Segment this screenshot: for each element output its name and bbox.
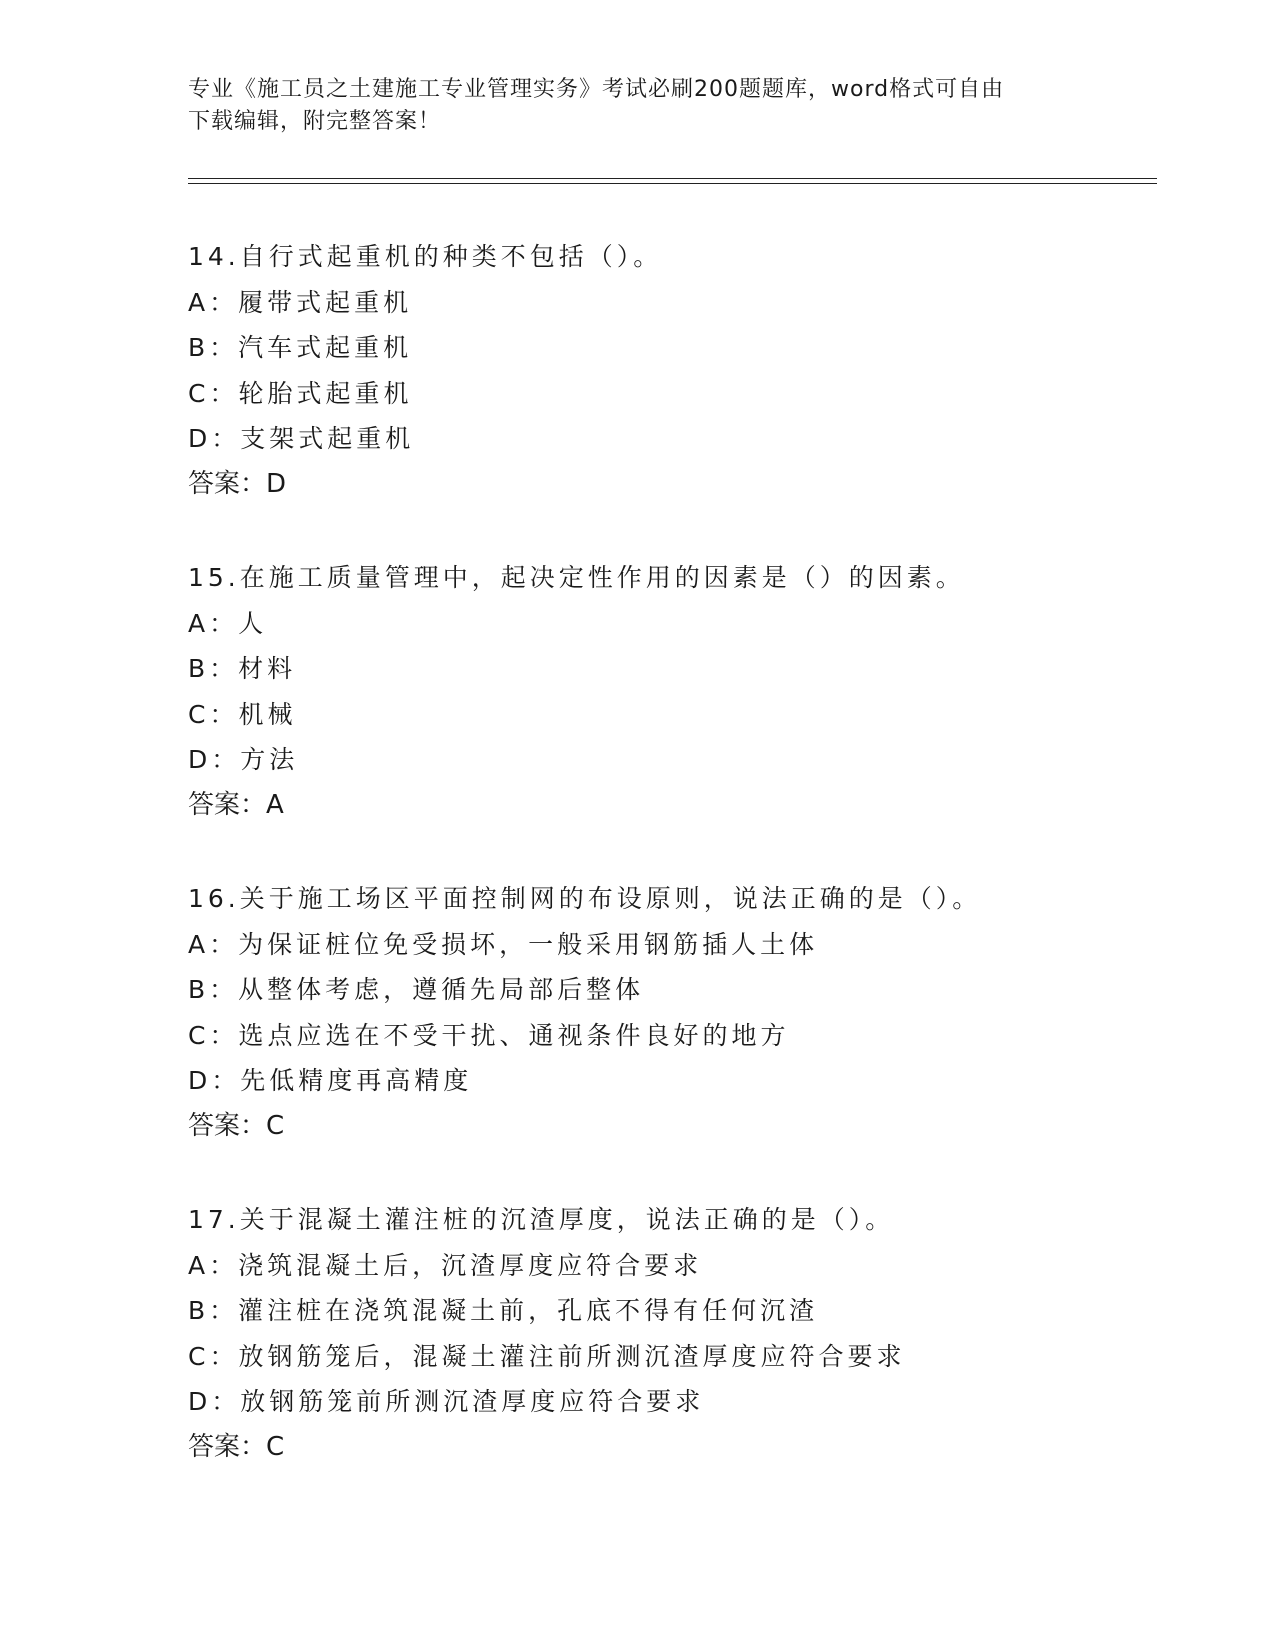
question-block [188, 234, 1188, 507]
option-a: A：为保证桩位免受损坏，一般采用钢筋插人土体 [188, 929, 819, 959]
header-divider [188, 178, 1157, 184]
option-a: A：人 [188, 608, 268, 638]
option-b: B：从整体考虑，遵循先局部后整体 [188, 975, 645, 1004]
option-c: C：放钢筋笼后，混凝土灌注前所测沉渣厚度应符合要求 [188, 1341, 906, 1371]
answer-text: 答案：D [188, 468, 287, 499]
document-header [188, 74, 1068, 138]
answer-text: 答案：A [188, 789, 284, 820]
option-b: B：灌注桩在浇筑混凝土前，孔底不得有任何沉渣 [188, 1296, 819, 1325]
option-d: D：支架式起重机 [188, 424, 415, 453]
option-c: C：选点应选在不受干扰、通视条件良好的地方 [188, 1020, 790, 1050]
question-title: 16.关于施工场区平面控制网的布设原则，说法正确的是（）。 [188, 884, 982, 913]
option-b: B：汽车式起重机 [188, 333, 413, 362]
option-c: C：机械 [188, 699, 297, 729]
option-c: C：轮胎式起重机 [188, 378, 413, 408]
header-line-1: 专业《施工员之土建施工专业管理实务》考试必刷200题题库，word格式可自由 [188, 77, 1005, 102]
answer-text: 答案：C [188, 1431, 285, 1462]
option-d: D：方法 [188, 745, 299, 774]
question-title: 14.自行式起重机的种类不包括（）。 [188, 242, 663, 271]
option-a: A：浇筑混凝土后，沉渣厚度应符合要求 [188, 1250, 703, 1280]
option-b: B：材料 [188, 654, 297, 683]
question-block [188, 1197, 1188, 1470]
question-block [188, 876, 1188, 1149]
option-d: D：放钢筋笼前所测沉渣厚度应符合要求 [188, 1387, 705, 1416]
question-title: 17.关于混凝土灌注桩的沉渣厚度，说法正确的是（）。 [188, 1205, 895, 1234]
header-line-2: 下载编辑，附完整答案！ [188, 109, 442, 134]
option-a: A：履带式起重机 [188, 287, 413, 317]
question-block [188, 555, 1188, 828]
option-d: D：先低精度再高精度 [188, 1066, 473, 1095]
question-title: 15.在施工质量管理中，起决定性作用的因素是（）的因素。 [188, 563, 965, 592]
answer-text: 答案：C [188, 1110, 285, 1141]
